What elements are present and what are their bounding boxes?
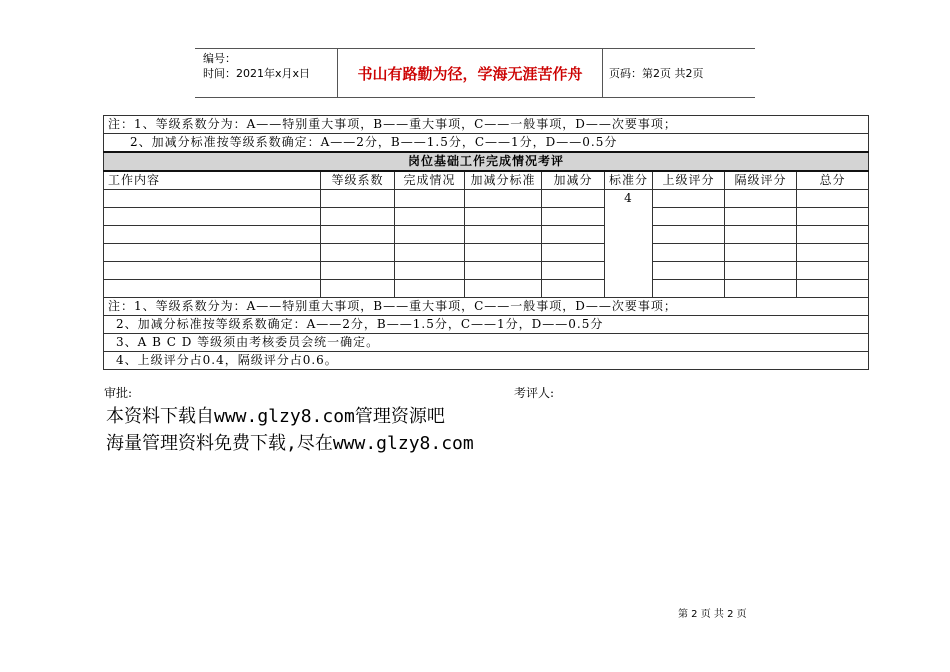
adjust-standard-cell[interactable] <box>465 208 542 226</box>
adjust-score-cell[interactable] <box>542 208 605 226</box>
superior-score-cell[interactable] <box>653 190 725 208</box>
evaluation-table <box>103 115 869 370</box>
column-header-row <box>104 171 869 190</box>
table-row <box>104 208 869 226</box>
note-row <box>104 334 869 352</box>
adjust-score-cell[interactable] <box>542 280 605 298</box>
note-bottom-line1: 注：1、等级系数分为：A——特别重大事项，B——重大事项，C——一般事项，D——次要事项； <box>104 298 869 316</box>
page-number: 第 2 页 共 2 页 <box>678 609 747 620</box>
skip-level-score-cell[interactable] <box>725 280 797 298</box>
grade-cell[interactable] <box>321 208 395 226</box>
col-header-adjust-score: 加减分 <box>542 171 605 190</box>
superior-score-cell[interactable] <box>653 280 725 298</box>
reviewer-label: 考评人: <box>514 386 555 400</box>
total-cell[interactable] <box>797 280 869 298</box>
work-content-cell[interactable] <box>104 226 321 244</box>
grade-cell[interactable] <box>321 262 395 280</box>
note-bottom-line3: 3、A B C D 等级须由考核委员会统一确定。 <box>104 334 869 352</box>
col-header-superior-score: 上级评分 <box>653 171 725 190</box>
table-row <box>104 280 869 298</box>
grade-cell[interactable] <box>321 244 395 262</box>
col-header-skip-level-score: 隔级评分 <box>725 171 797 190</box>
completion-cell[interactable] <box>395 208 465 226</box>
adjust-standard-cell[interactable] <box>465 280 542 298</box>
work-content-cell[interactable] <box>104 280 321 298</box>
table-row <box>104 244 869 262</box>
col-header-completion: 完成情况 <box>395 171 465 190</box>
page-header <box>195 48 755 98</box>
superior-score-cell[interactable] <box>653 226 725 244</box>
total-cell[interactable] <box>797 226 869 244</box>
section-title: 岗位基础工作完成情况考评 <box>104 152 869 171</box>
col-header-grade-coefficient: 等级系数 <box>321 171 395 190</box>
note-top-line1: 注：1、等级系数分为：A——特别重大事项，B——重大事项，C——一般事项，D——次要事项； <box>104 116 869 134</box>
note-top-line2: 2、加减分标准按等级系数确定：A——2分，B——1.5分，C——1分，D——0.5分 <box>104 134 869 153</box>
adjust-score-cell[interactable] <box>542 262 605 280</box>
approve-label: 审批: <box>104 386 133 400</box>
standard-score-cell: 4 <box>605 190 653 298</box>
total-cell[interactable] <box>797 244 869 262</box>
superior-score-cell[interactable] <box>653 262 725 280</box>
superior-score-cell[interactable] <box>653 244 725 262</box>
adjust-standard-cell[interactable] <box>465 262 542 280</box>
note-row <box>104 316 869 334</box>
header-meta <box>195 49 338 97</box>
skip-level-score-cell[interactable] <box>725 208 797 226</box>
note-bottom-line4: 4、上级评分占0.4，隔级评分占0.6。 <box>104 352 869 370</box>
time-label: 时间：2021年x月x日 <box>203 67 311 80</box>
skip-level-score-cell[interactable] <box>725 262 797 280</box>
total-cell[interactable] <box>797 262 869 280</box>
adjust-score-cell[interactable] <box>542 190 605 208</box>
skip-level-score-cell[interactable] <box>725 226 797 244</box>
superior-score-cell[interactable] <box>653 208 725 226</box>
number-label: 编号： <box>203 52 236 65</box>
work-content-cell[interactable] <box>104 190 321 208</box>
note-row <box>104 116 869 134</box>
col-header-standard-score: 标准分 <box>605 171 653 190</box>
adjust-standard-cell[interactable] <box>465 226 542 244</box>
ad-line-2[interactable]: 海量管理资料免费下载,尽在www.glzy8.com <box>106 433 474 454</box>
completion-cell[interactable] <box>395 280 465 298</box>
completion-cell[interactable] <box>395 190 465 208</box>
total-cell[interactable] <box>797 208 869 226</box>
table-row <box>104 226 869 244</box>
note-bottom-line2: 2、加减分标准按等级系数确定：A——2分，B——1.5分，C——1分，D——0.5分 <box>104 316 869 334</box>
col-header-adjust-standard: 加减分标准 <box>465 171 542 190</box>
header-page-label: 页码：第2页 共2页 <box>609 67 704 80</box>
adjust-score-cell[interactable] <box>542 226 605 244</box>
col-header-total: 总分 <box>797 171 869 190</box>
col-header-work-content: 工作内容 <box>104 171 321 190</box>
note-row <box>104 352 869 370</box>
completion-cell[interactable] <box>395 226 465 244</box>
completion-cell[interactable] <box>395 262 465 280</box>
grade-cell[interactable] <box>321 226 395 244</box>
grade-cell[interactable] <box>321 190 395 208</box>
work-content-cell[interactable] <box>104 262 321 280</box>
table-row <box>104 262 869 280</box>
adjust-standard-cell[interactable] <box>465 190 542 208</box>
total-cell[interactable] <box>797 190 869 208</box>
work-content-cell[interactable] <box>104 244 321 262</box>
header-motto: 书山有路勤为径，学海无涯苦作舟 <box>338 49 603 97</box>
ad-line-1[interactable]: 本资料下载自www.glzy8.com管理资源吧 <box>106 406 445 427</box>
adjust-score-cell[interactable] <box>542 244 605 262</box>
skip-level-score-cell[interactable] <box>725 190 797 208</box>
table-row <box>104 190 869 208</box>
adjust-standard-cell[interactable] <box>465 244 542 262</box>
note-row <box>104 298 869 316</box>
work-content-cell[interactable] <box>104 208 321 226</box>
note-row <box>104 134 869 153</box>
grade-cell[interactable] <box>321 280 395 298</box>
section-title-row <box>104 152 869 171</box>
completion-cell[interactable] <box>395 244 465 262</box>
skip-level-score-cell[interactable] <box>725 244 797 262</box>
